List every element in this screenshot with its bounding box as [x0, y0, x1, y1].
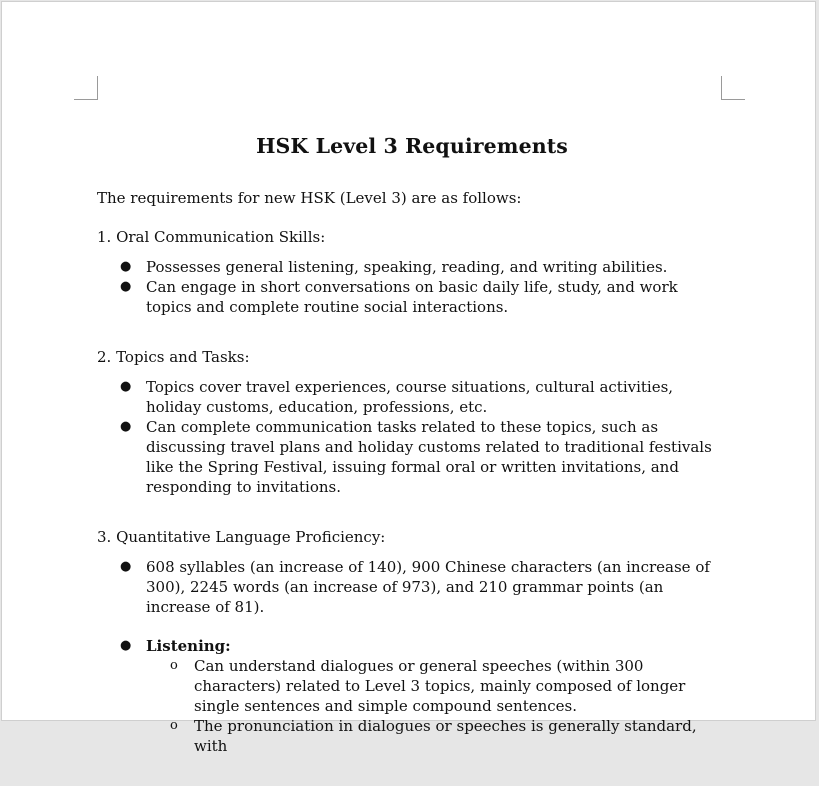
- section-heading-oral: 1. Oral Communication Skills:: [97, 228, 326, 246]
- sub-list-listening: [146, 656, 727, 756]
- section-heading-topics: 2. Topics and Tasks:: [97, 348, 250, 366]
- listening-label: Listening:: [146, 637, 231, 655]
- margin-corner-top-left: [74, 76, 98, 100]
- list-item-text: Possesses general listening, speaking, reading, and writing abilities.: [146, 258, 668, 276]
- circle-bullet-icon: o: [170, 718, 178, 733]
- list-item-text: 608 syllables (an increase of 140), 900 Chinese characters (an increase of 300), 2245 words (an increase of 973), and 210 grammar points (an increase of 81).: [146, 558, 710, 616]
- list-item-listening: [97, 636, 727, 756]
- list-item-text: Can engage in short conversations on basic daily life, study, and work topics and complete routine social interactions.: [146, 278, 678, 316]
- bullet-list-oral: [97, 257, 727, 317]
- margin-corner-top-right: [721, 76, 745, 100]
- sub-list-item: [146, 656, 727, 716]
- list-item-text: Topics cover travel experiences, course situations, cultural activities, holiday customs, education, professions, etc.: [146, 378, 674, 416]
- list-item-text: Can complete communication tasks related to these topics, such as discussing travel plans and holiday customs related to traditional festivals like the Spring Festival, issuing formal oral or written invitations, and responding to invitations.: [146, 418, 712, 496]
- document-body[interactable]: [97, 134, 727, 786]
- intro-paragraph: The requirements for new HSK (Level 3) are as follows:: [97, 189, 522, 207]
- bullet-icon: ●: [120, 419, 132, 434]
- list-item: [97, 377, 727, 417]
- sub-list-item-text: Can understand dialogues or general speeches (within 300 characters) related to Level 3 topics, mainly composed of longer single sentences and simple compound sentences.: [194, 657, 686, 715]
- sub-list-item: [146, 716, 727, 756]
- list-item: [97, 417, 727, 497]
- bullet-icon: ●: [120, 559, 132, 574]
- circle-bullet-icon: o: [170, 658, 178, 673]
- list-item: [97, 257, 727, 277]
- section-heading-quantitative: 3. Quantitative Language Proficiency:: [97, 528, 386, 546]
- document-page: [1, 1, 816, 755]
- bullet-icon: ●: [120, 638, 132, 653]
- bullet-icon: ●: [120, 379, 132, 394]
- list-item: [97, 557, 727, 617]
- bullet-list-quantitative: [97, 557, 727, 756]
- bullet-icon: ●: [120, 259, 132, 274]
- sub-list-item-text: The pronunciation in dialogues or speeches is generally standard, with: [194, 717, 697, 755]
- document-title: HSK Level 3 Requirements: [256, 134, 568, 158]
- bullet-icon: ●: [120, 279, 132, 294]
- list-item: [97, 277, 727, 317]
- bullet-list-topics: [97, 377, 727, 497]
